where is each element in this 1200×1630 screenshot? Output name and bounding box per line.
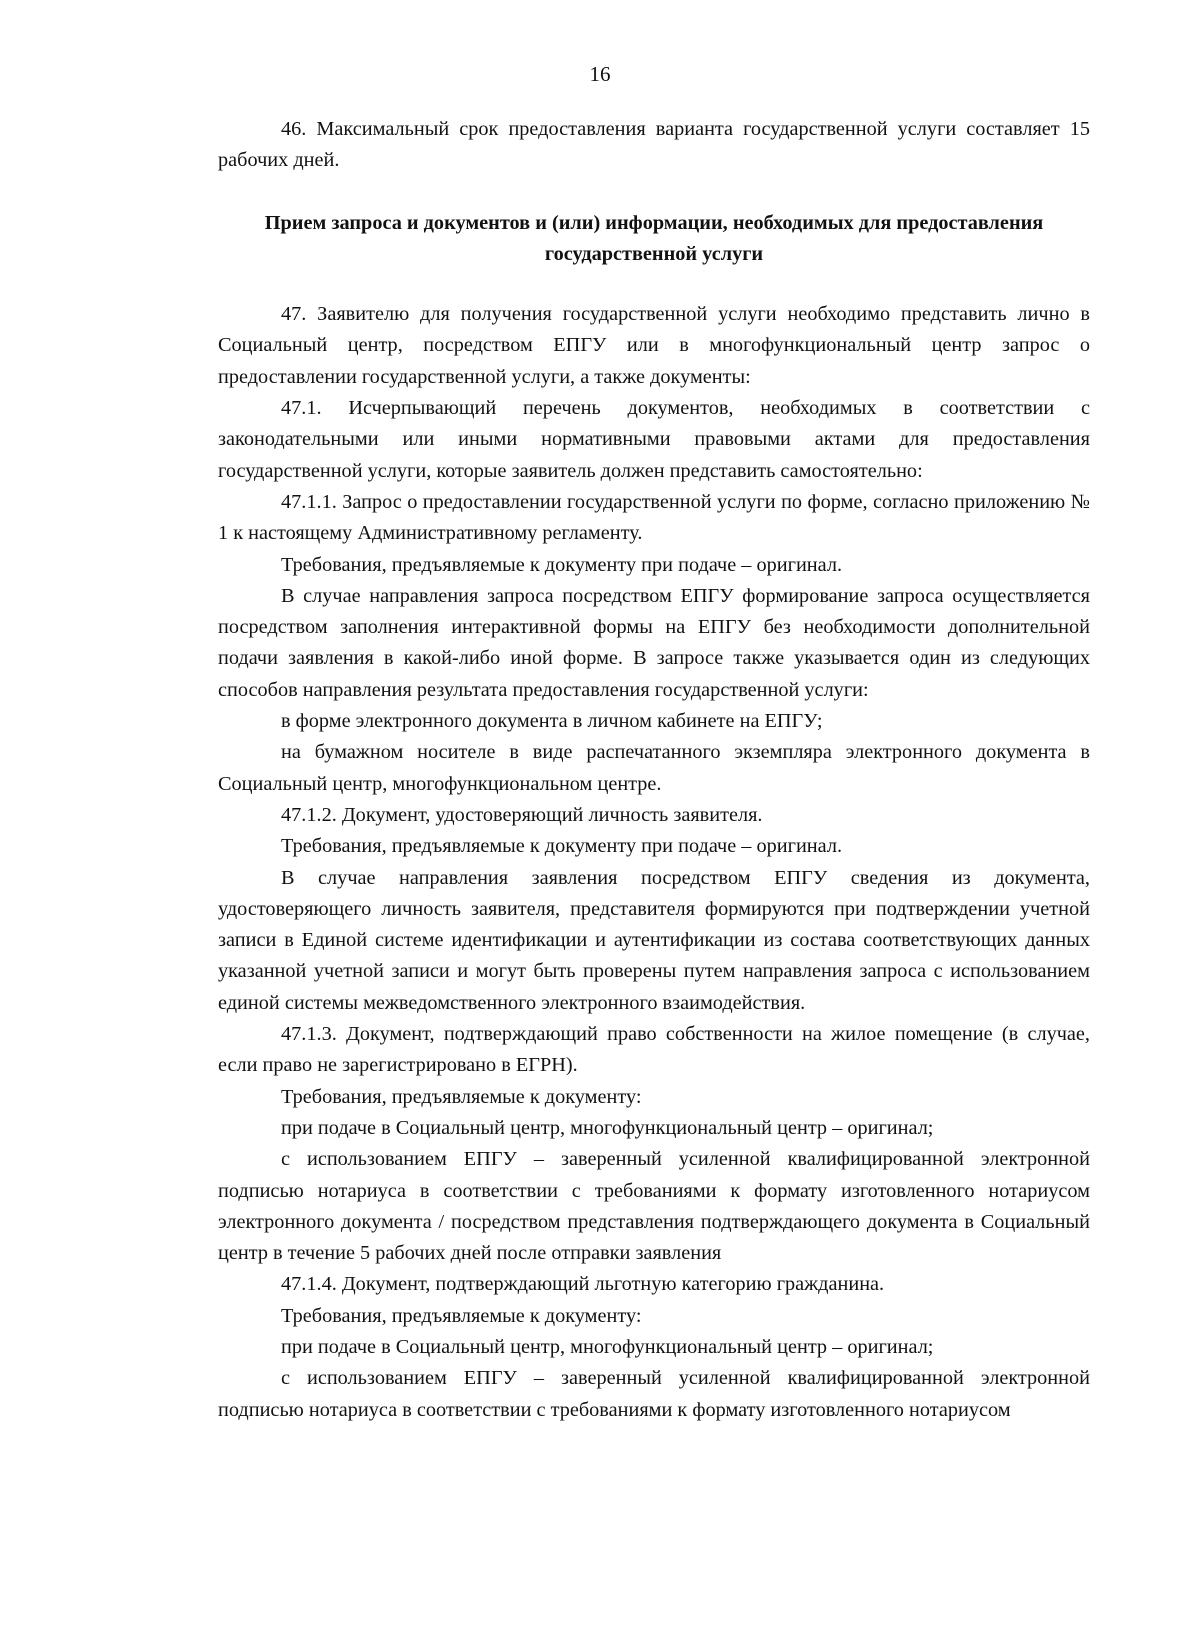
paragraph-47: 47. Заявителю для получения государственной услуги необходимо представить лично в Социальный центр, посредством ЕПГУ или в многофункциональный центр запрос о предоставлении государственной услуги, а также документы: [218, 303, 1090, 388]
paragraph-47-1-3: 47.1.3. Документ, подтверждающий право собственности на жилое помещение (в случае, если право не зарегистрировано в ЕГРН). [218, 1023, 1090, 1077]
paragraph-47-1: 47.1. Исчерпывающий перечень документов, необходимых в соответствии с законодательными или иными нормативными правовыми актами для предоставления государственной услуги, которые заявитель должен представить самостоятельно: [218, 397, 1090, 482]
paragraph-requirement-original: при подаче в Социальный центр, многофункциональный центр – оригинал; [281, 1335, 934, 1358]
paragraph-requirement-epgu: с использованием ЕПГУ – заверенный усиленной квалифицированной электронной подписью нотариуса в соответствии с требованиями к формату изготовленного нотариусом [218, 1367, 1090, 1421]
paragraph-47-1-1: 47.1.1. Запрос о предоставлении государственной услуги по форме, согласно приложению № 1 к настоящему Административному регламенту. [218, 490, 1090, 545]
paragraph-requirement-epgu: с использованием ЕПГУ – заверенный усиленной квалифицированной электронной подписью нотариуса в соответствии с требованиями к формату изготовленного нотариусом электронного документа / посредством представления подтверждающего документа в Социальный центр в течение 5 рабочих дней после отправки заявления [218, 1148, 1090, 1265]
document-body [218, 114, 1090, 1426]
paragraph-requirements-header: Требования, предъявляемые к документу: [281, 1304, 642, 1327]
paragraph-requirements-header: Требования, предъявляемые к документу: [281, 1085, 642, 1108]
paragraph-option-electronic: в форме электронного документа в личном кабинете на ЕПГУ; [281, 710, 823, 733]
paragraph-requirement: Требования, предъявляемые к документу при подаче – оригинал. [281, 835, 843, 858]
paragraph-46: 46. Максимальный срок предоставления варианта государственной услуги составляет 15 рабочих дней. [218, 118, 1090, 172]
paragraph-epgu-request: В случае направления запроса посредством ЕПГУ формирование запроса осуществляется посредством заполнения интерактивной формы на ЕПГУ без необходимости дополнительной подачи заявления в какой-либо иной форме. В запросе также указывается один из следующих способов направления результата предоставления государственной услуги: [218, 584, 1090, 701]
page-number: 16 [589, 62, 611, 86]
paragraph-47-1-2: 47.1.2. Документ, удостоверяющий личность заявителя. [281, 803, 763, 826]
paragraph-47-1-4: 47.1.4. Документ, подтверждающий льготную категорию гражданина. [281, 1273, 885, 1296]
section-heading: Прием запроса и документов и (или) информации, необходимых для предоставления государственной услуги [264, 211, 1044, 265]
paragraph-option-paper: на бумажном носителе в виде распечатанного экземпляра электронного документа в Социальный центр, многофункциональном центре. [218, 741, 1090, 795]
paragraph-identity-epgu: В случае направления заявления посредством ЕПГУ сведения из документа, удостоверяющего личность заявителя, представителя формируются при подтверждении учетной записи в Единой системе идентификации и аутентификации из состава соответствующих данных указанной учетной записи и могут быть проверены путем направления запроса с использованием единой системы межведомственного электронного взаимодействия. [218, 866, 1090, 1014]
paragraph-requirement-original: при подаче в Социальный центр, многофункциональный центр – оригинал; [281, 1116, 934, 1139]
paragraph-requirement: Требования, предъявляемые к документу при подаче – оригинал. [281, 553, 843, 576]
